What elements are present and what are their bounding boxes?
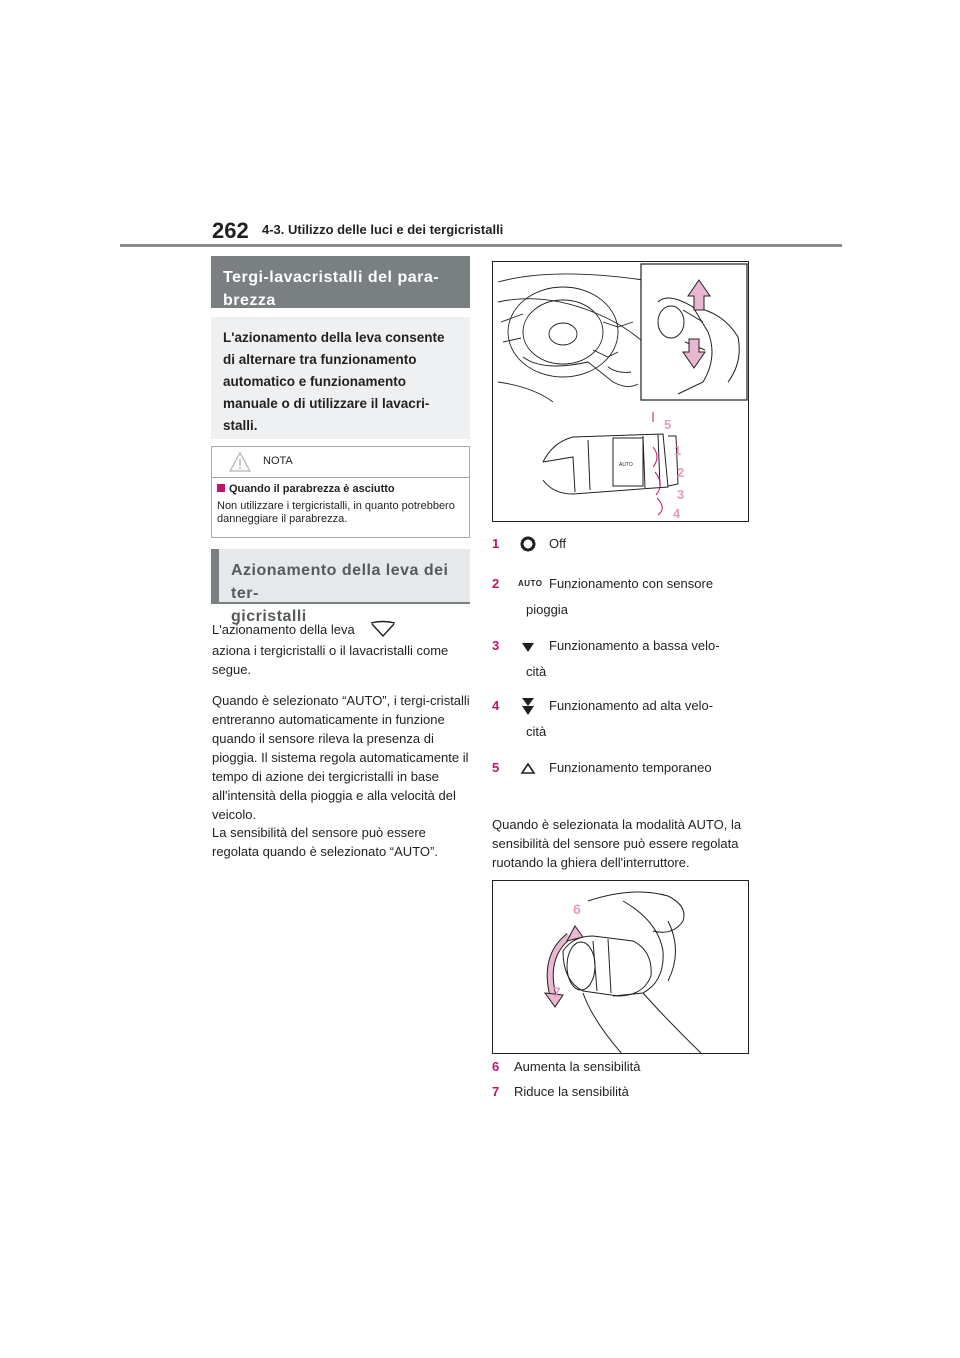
lever-paragraph-start <box>212 620 470 639</box>
item-label: Funzionamento a bassa velo- <box>549 638 720 653</box>
item-number: 6 <box>492 1059 500 1074</box>
item-number: 3 <box>492 638 500 653</box>
heading-line: brezza <box>223 292 276 309</box>
note-title: NOTA <box>263 455 293 467</box>
lever-illustration <box>493 262 749 522</box>
item-number: 4 <box>492 698 500 713</box>
lever-paragraph-end: aziona i tergicristalli o il lavacristalli come segue. <box>212 643 449 677</box>
item-number: 1 <box>492 536 500 551</box>
auto-paragraph: Quando è selezionato “AUTO”, i tergi-cristalli entreranno automaticamente in funzione quando il sensore rileva la presenza di pioggia. Il sistema regola automaticamente il tempo di azione dei tergicristalli in base all'intensità della pioggia e alla velocità del veicolo. <box>212 693 470 822</box>
page-number: 262 <box>212 218 249 243</box>
intro-line: automatico e funzionamento <box>223 374 407 389</box>
item-label: Funzionamento con sensore <box>549 576 714 591</box>
callout-6: 6 <box>573 901 581 917</box>
intro-box <box>211 317 470 439</box>
item-number: 7 <box>492 1084 500 1099</box>
item-label-cont: cità <box>526 664 547 679</box>
note-header <box>212 447 469 478</box>
list-item <box>492 760 752 780</box>
sensitivity-paragraph: La sensibilità del sensore può essere regolata quando è selezionato “AUTO”. <box>212 825 438 859</box>
list-item <box>492 576 752 622</box>
callout-1: 1 <box>674 443 682 458</box>
lever-text: L'azionamento della leva <box>212 622 355 637</box>
note-subhead <box>217 483 395 495</box>
heading-lever-operation <box>211 549 470 625</box>
lever-figure <box>492 261 749 522</box>
list-item <box>492 1084 752 1104</box>
item-label-cont: pioggia <box>526 602 568 617</box>
heading-line: Azionamento della leva dei ter- <box>231 562 449 602</box>
bullet-square-icon <box>217 484 225 492</box>
dial-illustration <box>493 881 749 1054</box>
mist-icon <box>518 760 538 776</box>
callout-4: 4 <box>673 506 681 521</box>
callout-3: 3 <box>677 487 685 502</box>
item-label: Funzionamento ad alta velo- <box>549 698 714 713</box>
item-label: Funzionamento temporaneo <box>549 760 712 775</box>
intro-line: di alternare tra funzionamento <box>223 352 417 367</box>
svg-text:AUTO: AUTO <box>619 462 633 468</box>
high-speed-icon <box>518 696 538 716</box>
heading-line: Tergi-lavacristalli del para- <box>223 269 440 286</box>
item-label: Off <box>549 536 567 551</box>
auto-sensitivity-paragraph: Quando è selezionata la modalità AUTO, la sensibilità del sensore può essere regolata ruotando la ghiera dell'interruttore. <box>492 817 742 870</box>
heading-wiper-washer <box>211 256 470 308</box>
item-label: Riduce la sensibilità <box>514 1084 629 1099</box>
list-item <box>492 536 752 556</box>
list-item <box>492 698 752 744</box>
note-text: Non utilizzare i tergicristalli, in quanto potrebbero danneggiare il parabrezza. <box>217 500 455 525</box>
wiper-lever-icon <box>368 620 398 638</box>
heading-line: gicristalli <box>231 608 307 625</box>
item-label: Aumenta la sensibilità <box>514 1059 641 1074</box>
list-item <box>492 1059 752 1079</box>
intro-line: manuale o di utilizzare il lavacri- <box>223 396 430 411</box>
callout-5: 5 <box>664 417 672 432</box>
header-rule <box>120 244 842 247</box>
note-subhead-text: Quando il parabrezza è asciutto <box>229 483 395 495</box>
callout-2: 2 <box>677 465 685 480</box>
low-speed-icon <box>518 638 538 654</box>
item-label-cont: cità <box>526 724 547 739</box>
intro-line: stalli. <box>223 418 258 433</box>
section-title: 4-3. Utilizzo delle luci e dei tergicristalli <box>262 222 504 237</box>
item-number: 2 <box>492 576 500 591</box>
callout-7: 7 <box>553 984 561 1000</box>
item-number: 5 <box>492 760 500 775</box>
intro-line: L'azionamento della leva consente <box>223 330 445 345</box>
dial-figure <box>492 880 749 1054</box>
note-box <box>211 446 470 538</box>
warning-triangle-icon <box>229 452 251 472</box>
list-item <box>492 638 752 684</box>
off-ring-icon <box>518 536 538 552</box>
auto-icon: AUTO <box>518 579 543 588</box>
